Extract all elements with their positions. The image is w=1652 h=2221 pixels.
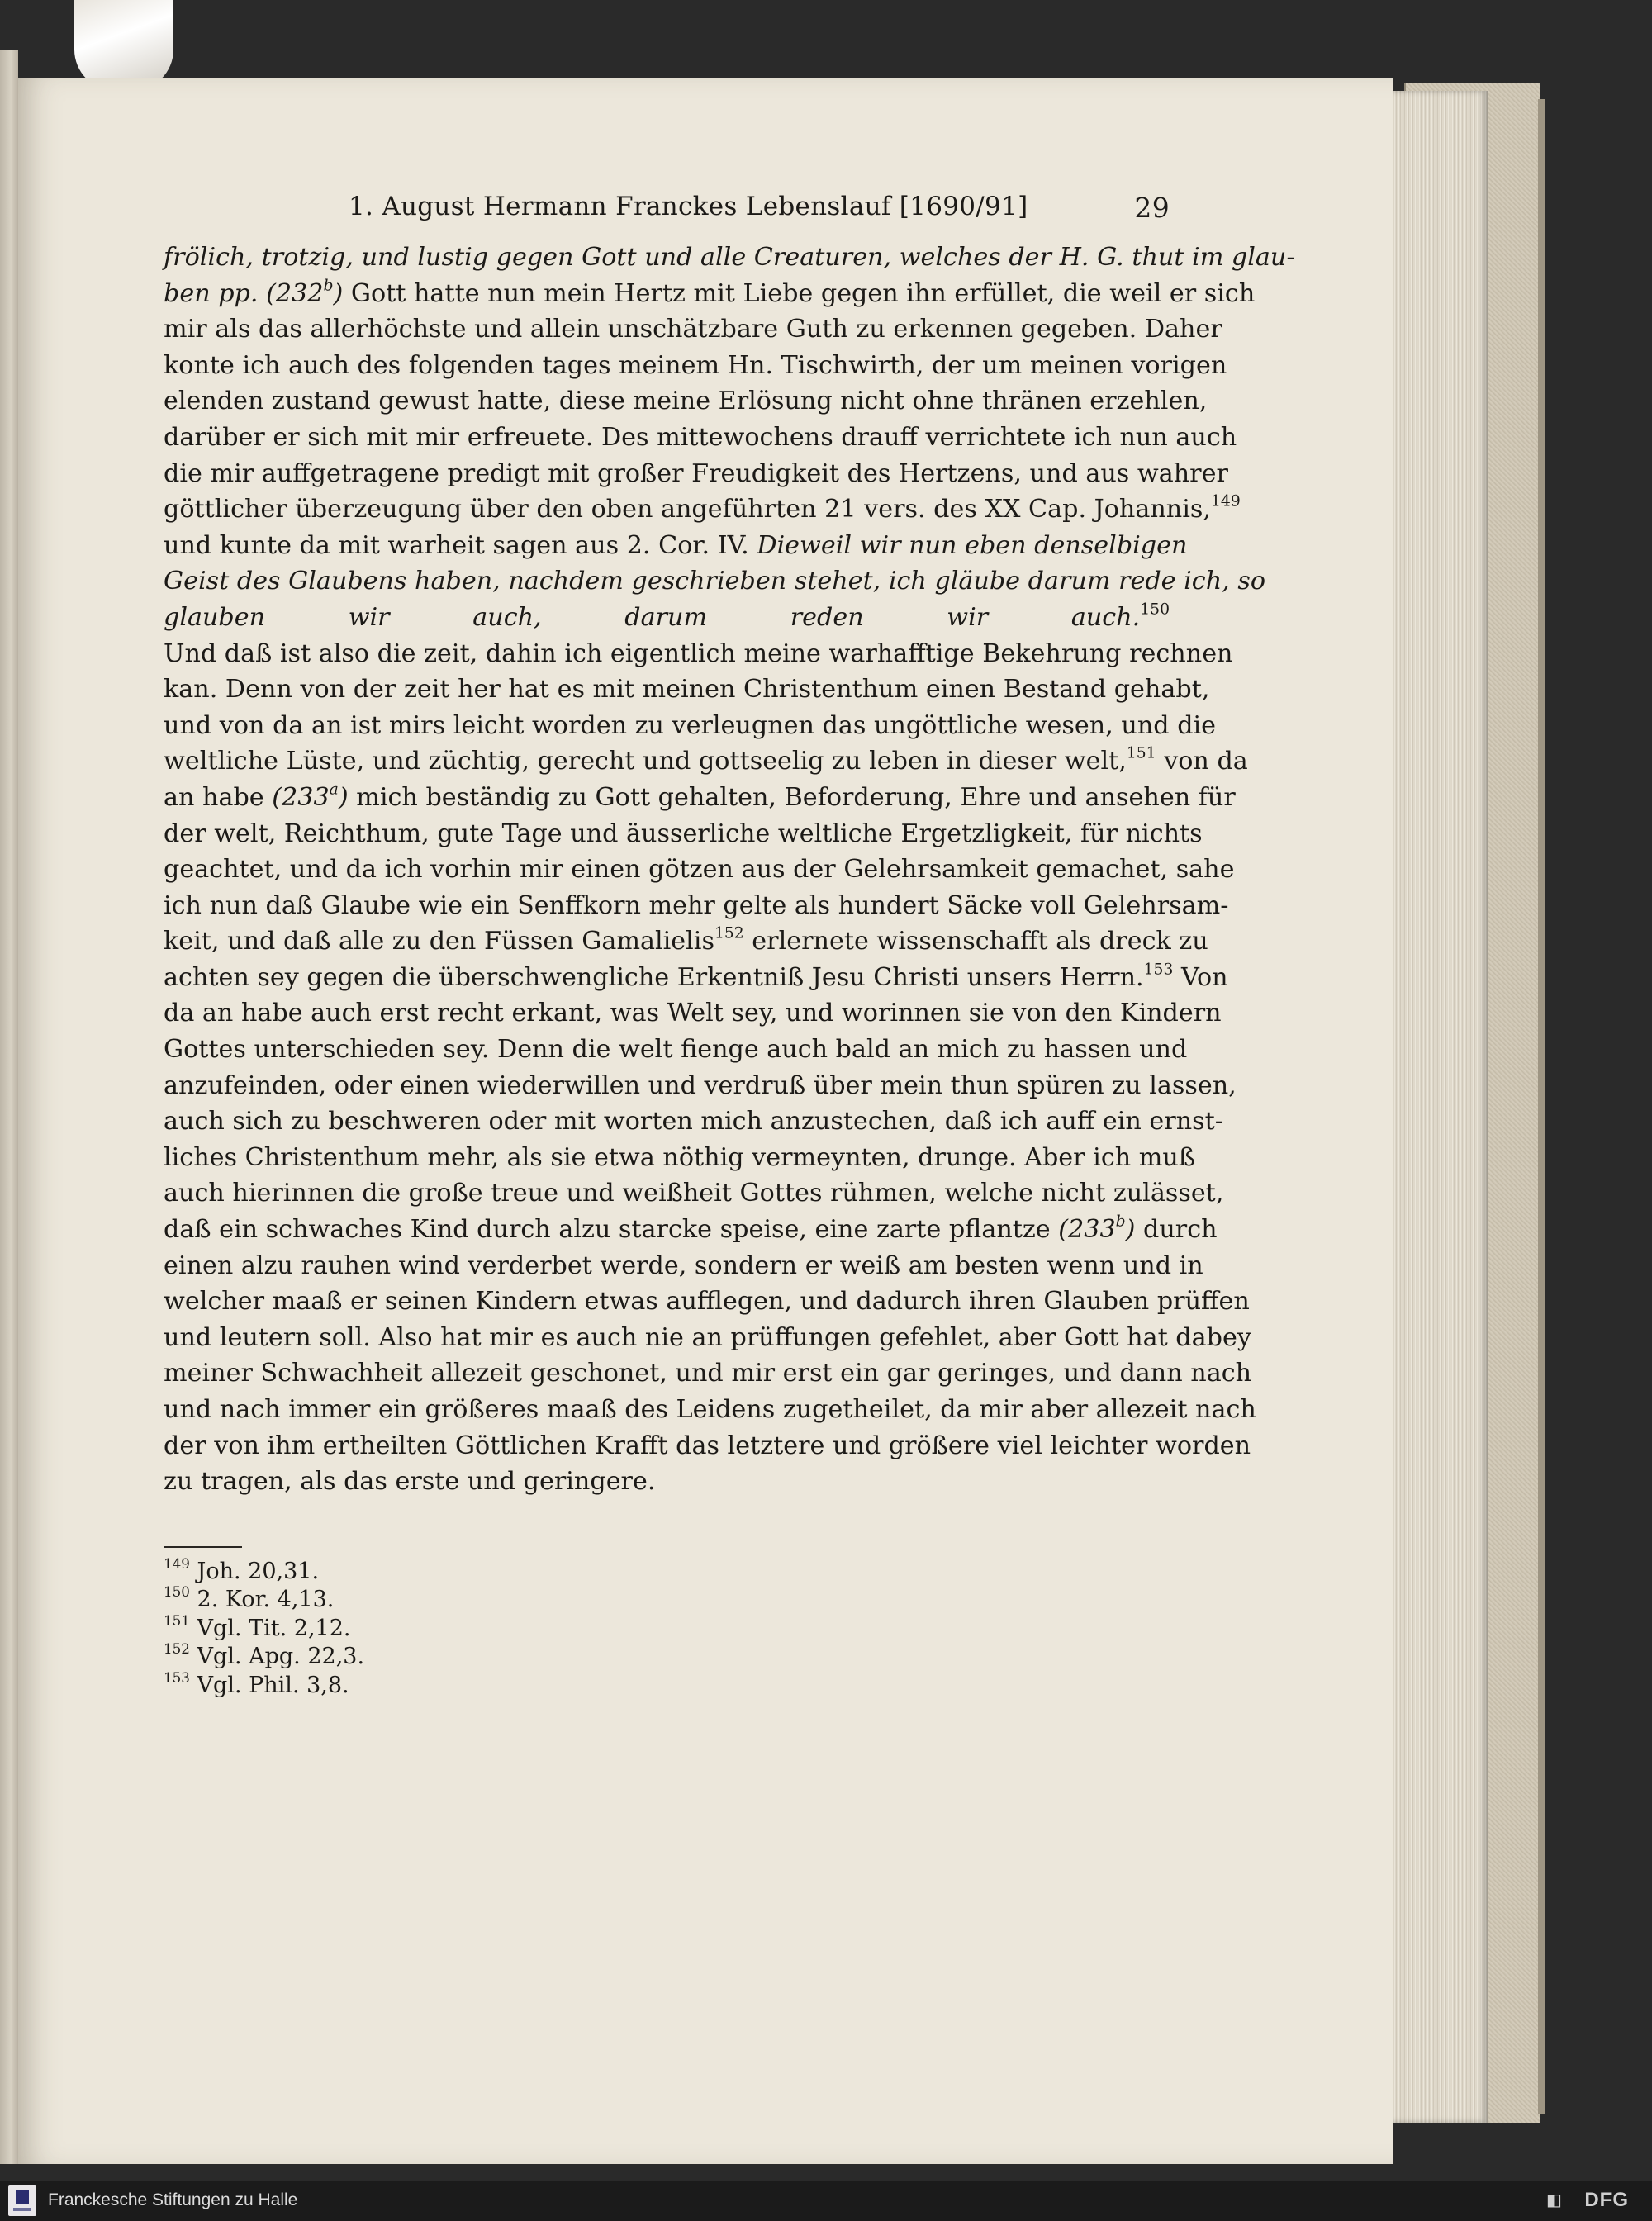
text-line xyxy=(164,311,1222,348)
text-segment: liches Christenthum mehr, als sie etwa nöthig vermeynten, drunge. Aber ich muß xyxy=(164,1142,1196,1172)
footnote-text: Vgl. Tit. 2,12. xyxy=(189,1615,351,1641)
institution-name: Franckesche Stiftungen zu Halle xyxy=(48,2190,298,2209)
text-segment: kan. Denn von der zeit her hat es mit meinen Christenthum einen Bestand gehabt, xyxy=(164,675,1210,705)
text-segment: an habe xyxy=(164,782,273,812)
text-segment: anzufeinden, oder einen wiederwillen und verdruß über mein thun spüren zu lassen, xyxy=(164,1070,1237,1100)
footnote-marker: b xyxy=(323,277,334,295)
text-line xyxy=(164,528,1188,564)
text-line xyxy=(164,995,1222,1032)
text-line xyxy=(164,1320,1251,1356)
footnote-item xyxy=(164,1668,1170,1701)
text-segment: auch hierinnen die große treue und weißheit Gottes rühmen, welche nicht zulässet, xyxy=(164,1179,1224,1208)
text-line xyxy=(164,348,1227,384)
text-line xyxy=(164,960,1228,996)
text-line xyxy=(164,780,1236,816)
text-line xyxy=(164,1428,1251,1464)
text-segment: ) xyxy=(1125,1215,1136,1245)
text-line xyxy=(164,1175,1224,1212)
dfg-logo-icon: ◧ xyxy=(1546,2190,1562,2209)
text-segment: achten sey gegen die überschwengliche Erkentniß Jesu Christi unsers Herrn. xyxy=(164,962,1144,992)
footnote-number: 152 xyxy=(164,1640,190,1658)
page-text-block xyxy=(164,192,1295,1700)
text-line xyxy=(164,600,1170,636)
text-segment: ben pp. xyxy=(164,278,267,308)
text-segment: und kunte da mit warheit sagen aus 2. Cor. IV. xyxy=(164,530,757,560)
footnotes xyxy=(164,1554,1170,1701)
footnote-number: 149 xyxy=(164,1554,190,1572)
text-segment: frölich, trotzig, und lustig gegen Gott und alle Creaturen, welches der H. G. thut im glau- xyxy=(164,243,1295,272)
institution-logo-icon xyxy=(8,2185,36,2216)
text-segment: da an habe auch erst recht erkant, was Welt sey, und worinnen sie von den Kindern xyxy=(164,999,1222,1028)
text-line xyxy=(164,456,1228,492)
text-segment: Geist des Glaubens haben, nachdem geschrieben stehet, ich gläube darum rede ich, so xyxy=(164,567,1265,596)
text-line xyxy=(164,420,1237,456)
text-line xyxy=(164,852,1235,888)
text-segment: zu tragen, als das erste und geringere. xyxy=(164,1467,656,1497)
running-head xyxy=(164,192,1170,233)
text-segment: erlernete wissenschafft als dreck zu xyxy=(743,927,1208,956)
text-line xyxy=(164,491,1241,528)
footnote-item xyxy=(164,1611,1170,1644)
text-segment: Und daß ist also die zeit, dahin ich eigentlich meine warhafftige Bekehrung rechnen xyxy=(164,638,1233,668)
text-segment: ) xyxy=(333,278,344,308)
footnote-marker: 149 xyxy=(1211,492,1241,510)
text-line xyxy=(164,743,1248,780)
footnote-marker: a xyxy=(329,781,339,799)
footnote-item xyxy=(164,1583,1170,1615)
footnote-number: 150 xyxy=(164,1583,190,1601)
text-line xyxy=(164,816,1203,852)
text-segment: welcher maaß er seinen Kindern etwas aufflegen, und dadurch ihren Glauben prüffen xyxy=(164,1287,1250,1317)
text-line xyxy=(164,923,1208,960)
text-segment: Gott hatte nun mein Hertz mit Liebe gegen ihn erfüllet, die weil er sich xyxy=(343,278,1256,308)
text-segment: der welt, Reichthum, gute Tage und äusserliche weltliche Ergetzligkeit, für nichts xyxy=(164,819,1203,848)
text-line xyxy=(164,888,1229,924)
text-segment: einen alzu rauhen wind verderbet werde, sondern er weiß am besten wenn und in xyxy=(164,1250,1203,1280)
text-segment: mich beständig zu Gott gehalten, Beforderung, Ehre und ansehen für xyxy=(348,782,1236,812)
text-line xyxy=(164,1140,1196,1176)
footnote-marker: 151 xyxy=(1126,744,1156,762)
text-line xyxy=(164,1464,1170,1500)
text-line xyxy=(164,1284,1250,1320)
text-segment: von da xyxy=(1156,747,1248,776)
text-segment: konte ich auch des folgenden tages meinem Hn. Tischwirth, der um meinen vorigen xyxy=(164,350,1227,380)
text-segment: meiner Schwachheit allezeit geschonet, und mir erst ein gar geringes, und dann nach xyxy=(164,1359,1252,1388)
book-cover-edge xyxy=(1538,99,1545,2114)
text-line xyxy=(164,1355,1252,1392)
viewer-bottom-bar xyxy=(0,2181,1652,2221)
text-segment: weltliche Lüste, und züchtig, gerecht und gottseelig zu leben in dieser welt, xyxy=(164,747,1127,776)
previous-page-edge xyxy=(0,50,18,2164)
text-segment: göttlicher überzeugung über den oben angeführten 21 vers. des XX Cap. Johannis, xyxy=(164,495,1211,524)
footnote-marker: 152 xyxy=(714,924,744,942)
text-line xyxy=(164,563,1265,600)
footnote-number: 153 xyxy=(164,1668,190,1686)
text-segment: und leutern soll. Also hat mir es auch nie an prüffungen gefehlet, aber Gott hat dabey xyxy=(164,1322,1251,1352)
text-segment: elenden zustand gewust hatte, diese meine Erlösung nicht ohne thränen erzehlen, xyxy=(164,387,1208,416)
body-text xyxy=(164,240,1295,1500)
text-segment: der von ihm ertheilten Göttlichen Krafft das letztere und größere viel leichter worden xyxy=(164,1431,1251,1460)
dfg-label: DFG xyxy=(1584,2189,1629,2211)
text-line xyxy=(164,1103,1223,1140)
text-segment: (233 xyxy=(1058,1215,1116,1245)
text-line xyxy=(164,708,1217,744)
text-segment: darüber er sich mit mir erfreuete. Des mittewochens drauff verrichtete ich nun auch xyxy=(164,422,1237,452)
text-line xyxy=(164,1248,1203,1284)
text-segment: und von da an ist mirs leicht worden zu verleugnen das ungöttliche wesen, und die xyxy=(164,710,1217,740)
text-segment: ich nun daß Glaube wie ein Senffkorn mehr gelte als hundert Säcke voll Gelehrsam- xyxy=(164,890,1229,920)
text-segment: ) xyxy=(338,782,349,812)
footnote-text: Vgl. Phil. 3,8. xyxy=(189,1672,349,1698)
text-segment: daß ein schwaches Kind durch alzu starcke speise, eine zarte pflantze xyxy=(164,1215,1059,1245)
text-segment: durch xyxy=(1135,1215,1218,1245)
text-segment: (232 xyxy=(266,278,324,308)
footnote-marker: b xyxy=(1115,1213,1126,1231)
running-head-title: 1. August Hermann Franckes Lebenslauf [1690/91] xyxy=(349,192,1028,221)
text-line xyxy=(164,672,1210,708)
text-line xyxy=(164,240,1295,276)
text-segment: keit, und daß alle zu den Füssen Gamalielis xyxy=(164,927,714,956)
text-line xyxy=(164,1212,1218,1248)
footnote-item xyxy=(164,1554,1170,1587)
text-segment: glauben wir auch, darum reden wir auch. xyxy=(164,602,1141,632)
footnote-text: Joh. 20,31. xyxy=(189,1558,320,1584)
text-segment: die mir auffgetragene predigt mit großer Freudigkeit des Hertzens, und aus wahrer xyxy=(164,458,1228,488)
footnote-text: Vgl. Apg. 22,3. xyxy=(189,1644,365,1670)
text-segment: geachtet, und da ich vorhin mir einen götzen aus der Gelehrsamkeit gemachet, sahe xyxy=(164,855,1235,885)
footnote-marker: 150 xyxy=(1140,600,1170,619)
text-segment: mir als das allerhöchste und allein unschätzbare Guth zu erkennen gegeben. Daher xyxy=(164,315,1222,344)
text-segment: (233 xyxy=(272,782,330,812)
text-segment: Gottes unterschieden sey. Denn die welt fienge auch bald an mich zu hassen und xyxy=(164,1035,1188,1065)
page-stack-edges xyxy=(1393,91,1488,2123)
footnote-number: 151 xyxy=(164,1611,190,1629)
text-line xyxy=(164,1392,1256,1428)
text-line xyxy=(164,636,1233,672)
footnote-text: 2. Kor. 4,13. xyxy=(189,1587,335,1613)
text-segment: Von xyxy=(1173,962,1228,992)
bookmark-ribbon xyxy=(74,0,173,91)
footnote-item xyxy=(164,1640,1170,1672)
footnote-marker: 153 xyxy=(1143,961,1174,979)
text-segment: auch sich zu beschweren oder mit worten mich anzustechen, daß ich auff ein ernst- xyxy=(164,1107,1223,1137)
text-line xyxy=(164,276,1256,312)
text-segment: Dieweil wir nun eben denselbigen xyxy=(757,530,1188,560)
text-line xyxy=(164,383,1208,420)
text-segment: und nach immer ein größeres maaß des Leidens zugetheilet, da mir aber allezeit nach xyxy=(164,1395,1256,1424)
page-number: 29 xyxy=(1134,192,1170,224)
text-line xyxy=(164,1068,1237,1104)
footnote-rule xyxy=(164,1546,242,1548)
text-line xyxy=(164,1032,1188,1068)
